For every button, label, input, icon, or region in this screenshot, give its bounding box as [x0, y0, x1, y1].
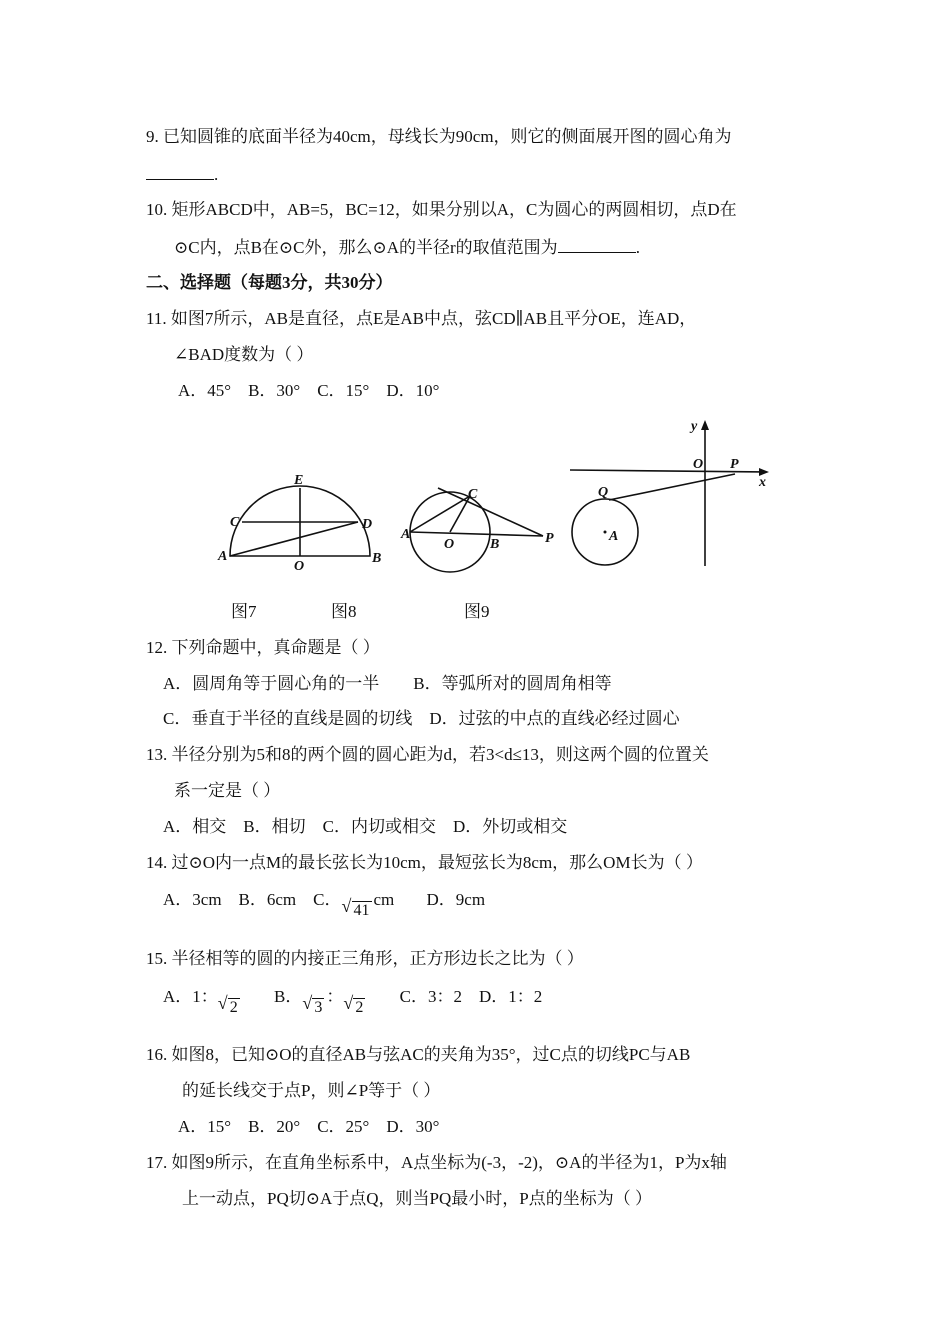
- fig9-label-x: x: [759, 475, 766, 490]
- q14-text: 14. 过⊙O内一点M的最长弦长为10cm，最短弦长为8cm，那么OM长为（ ）: [146, 853, 703, 872]
- fig7-label-D: D: [362, 517, 373, 532]
- fig7-label-A: A: [218, 549, 228, 564]
- q10-line2-wrap: [174, 236, 640, 259]
- fig9-label-y: y: [691, 419, 698, 434]
- q15-option-cd: C．3：2 D．1：2: [399, 987, 543, 1006]
- q15-option-b-sqrt1: √ 3: [302, 993, 323, 1016]
- q14-option-ab: A．3cm B．6cm C．: [163, 890, 342, 909]
- q12-options-cd: C．垂直于半径的直线是圆的切线 D．过弦的中点的直线必经过圆心: [163, 709, 680, 728]
- q16-line2: 的延长线交于点P，则∠P等于（ ）: [182, 1081, 441, 1100]
- fig8-label-P: P: [545, 531, 554, 546]
- fig8-label-B: B: [490, 537, 500, 552]
- fig8-label-A: A: [401, 527, 411, 542]
- q16-line1: 16. 如图8，已知⊙O的直径AB与弦AC的夹角为35°，过C点的切线PC与AB: [146, 1045, 691, 1064]
- q14-sqrt-arg: 41: [353, 902, 370, 919]
- q14-options: [163, 889, 486, 919]
- q13-line1: 13. 半径分别为5和8的两个圆的圆心距为d，若3<d≤13，则这两个圆的位置关: [146, 745, 709, 764]
- figure-8: [398, 480, 563, 580]
- q17-line1: 17. 如图9所示，在直角坐标系中，A点坐标为(-3，-2)，⊙A的半径为1，P为x轴: [146, 1153, 727, 1172]
- q14-option-d: D．9cm: [426, 890, 486, 909]
- fig9-label-P: P: [730, 457, 739, 472]
- fig7-label-E: E: [294, 473, 304, 488]
- q15-option-b-sep: ：: [326, 987, 344, 1006]
- q15-option-a-sqrt: √ 2: [217, 993, 238, 1016]
- fig8-caption: 图8: [331, 602, 357, 621]
- figure-9: [565, 416, 775, 576]
- section-title: 二、选择题（每题3分，共30分）: [146, 273, 393, 292]
- q12-options-ab: A．圆周角等于圆心角的一半 B．等弧所对的圆周角相等: [163, 674, 612, 693]
- q10-line2: ⊙C内，点B在⊙C外，那么⊙A的半径r的取值范围为: [174, 238, 558, 257]
- q10-end: .: [635, 238, 640, 257]
- q11-options: A．45° B．30° C．15° D．10°: [178, 381, 440, 400]
- fig7-label-B: B: [372, 551, 382, 566]
- q9-blank[interactable]: [146, 163, 214, 180]
- q16-options: A．15° B．20° C．25° D．30°: [178, 1117, 440, 1136]
- fig7-caption: 图7: [231, 602, 257, 621]
- fig8-label-O: O: [444, 537, 455, 552]
- q9-answer-line: [146, 163, 218, 186]
- q10-line1: 10. 矩形ABCD中，AB=5，BC=12，如果分别以A，C为圆心的两圆相切，点D在: [146, 200, 737, 219]
- fig7-label-C: C: [230, 515, 240, 530]
- q13-options: A．相交 B．相切 C．内切或相交 D．外切或相交: [163, 817, 568, 836]
- fig8-label-C: C: [468, 487, 478, 502]
- q15-option-b: B．: [274, 987, 303, 1006]
- fig7-label-O: O: [294, 559, 305, 574]
- q12-text: 12. 下列命题中，真命题是（ ）: [146, 638, 380, 657]
- q9-end: .: [214, 165, 219, 184]
- q9-text: 9. 已知圆锥的底面半径为40cm，母线长为90cm，则它的侧面展开图的圆心角为: [146, 127, 732, 146]
- fig9-caption: 图9: [464, 602, 490, 621]
- q11-line1: 11. 如图7所示，AB是直径，点E是AB中点，弦CD∥AB且平分OE，连AD，: [146, 309, 697, 328]
- q14-option-c-unit: cm: [373, 890, 395, 909]
- figure-7: [210, 470, 390, 580]
- fig9-label-A: A: [609, 529, 619, 544]
- q14-sqrt: √ 41: [341, 896, 370, 919]
- fig9-label-O: O: [693, 457, 704, 472]
- q15-option-a: A．1：: [163, 987, 218, 1006]
- q17-line2: 上一动点，PQ切⊙A于点Q，则当PQ最小时，P点的坐标为（ ）: [182, 1189, 652, 1208]
- q15-text: 15. 半径相等的圆的内接正三角形，正方形边长之比为（ ）: [146, 949, 584, 968]
- q15-options: [163, 986, 543, 1016]
- q15-option-b-sqrt2: √ 2: [343, 993, 364, 1016]
- q13-line2: 系一定是（ ）: [174, 781, 281, 800]
- q11-line2: ∠BAD度数为（ ）: [174, 345, 314, 364]
- q10-blank[interactable]: [558, 236, 636, 253]
- fig9-label-Q: Q: [598, 485, 609, 500]
